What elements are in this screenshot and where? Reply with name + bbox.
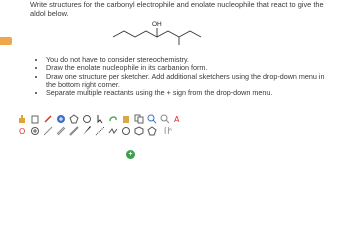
svg-text:O: O: [18, 127, 25, 136]
cyclopentane-icon[interactable]: [146, 126, 157, 136]
ring-circle-icon[interactable]: [120, 126, 131, 136]
add-sketcher-plus-icon[interactable]: +: [126, 150, 135, 159]
triple-bond-icon[interactable]: [68, 126, 79, 136]
copy-icon[interactable]: [133, 114, 144, 124]
instruction-item: • You do not have to consider stereochemistry.: [46, 56, 326, 64]
add-atom-icon[interactable]: [55, 114, 66, 124]
structure-menu-icon[interactable]: [ ]ⁿ: [164, 128, 172, 134]
chain-icon[interactable]: [107, 126, 118, 136]
paste-icon[interactable]: [120, 114, 131, 124]
instructions-list: [36, 56, 326, 97]
instruction-item: • Draw one structure per sketcher. Add additional sketchers using the drop-down menu in the bottom right corner.: [46, 73, 326, 90]
toolbar-row-2: [16, 126, 179, 136]
instruction-item: • Draw the enolate nucleophile in its carbanion form.: [46, 64, 326, 72]
ring-icon[interactable]: [81, 114, 92, 124]
zoom-out-icon[interactable]: [159, 114, 170, 124]
plus-charge-icon[interactable]: [29, 126, 40, 136]
sketcher-panel[interactable]: [16, 114, 246, 186]
pencil-icon[interactable]: [42, 114, 53, 124]
charge-icon[interactable]: [16, 126, 27, 136]
lasso-icon[interactable]: [107, 114, 118, 124]
svg-text:A: A: [173, 115, 179, 124]
single-bond-icon[interactable]: [42, 126, 53, 136]
template-icon[interactable]: [68, 114, 79, 124]
dash-bond-icon[interactable]: [94, 126, 105, 136]
toolbar-row-1: [16, 114, 185, 124]
aldol-product-structure: [0, 0, 350, 60]
zoom-in-icon[interactable]: [146, 114, 157, 124]
eraser-icon[interactable]: [29, 114, 40, 124]
question-text: Write structures for the carbonyl electrophile and enolate nucleophile that react to give the aldol below.: [30, 0, 324, 18]
cyclohexane-icon[interactable]: [133, 126, 144, 136]
oh-label: OH: [152, 21, 162, 28]
wedge-bond-icon[interactable]: [81, 126, 92, 136]
select-arrow-icon[interactable]: [94, 114, 105, 124]
hand-icon[interactable]: [16, 114, 27, 124]
view-icon[interactable]: [172, 114, 183, 124]
double-bond-icon[interactable]: [55, 126, 66, 136]
instruction-item: • Separate multiple reactants using the + sign from the drop-down menu.: [46, 89, 326, 97]
